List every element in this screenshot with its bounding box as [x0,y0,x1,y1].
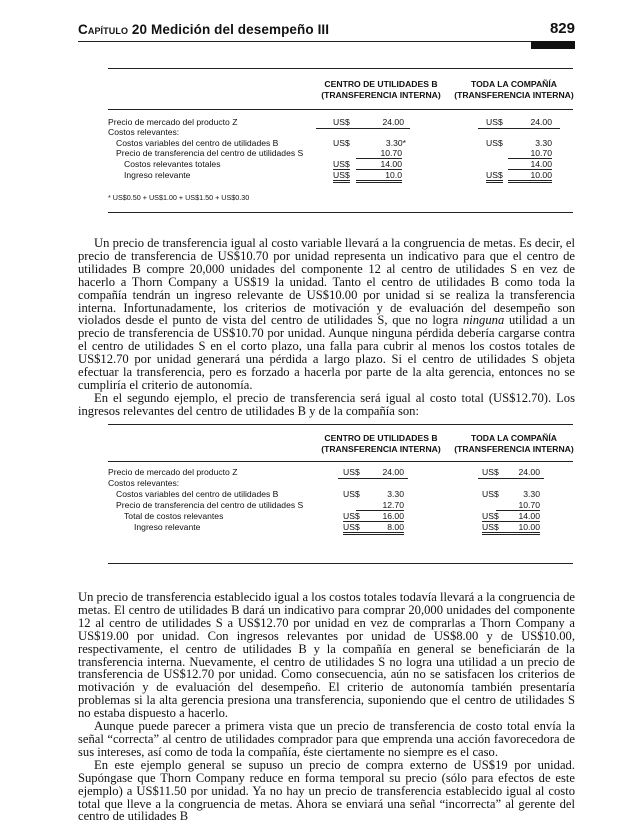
paragraph-text: utilidad a un precio de transferencia de US$10.70 por unidad. Aunque ninguna pérdida debería cargarse contra el centro de utilidades S en el corto plazo, una falla para cubrir al menos los costos totales de US$12.70 por unidad generará una pérdida a largo plazo. Si el centro de utilidades S objeta efectuar la transferencia, pero es forzado a hacerla por parte de la alta gerencia, entonces no se cumpliría el criterio de autonomía. [78,313,575,392]
body-text-1 [78,237,575,418]
row-label: Precio de transferencia del centro de utilidades S [116,500,304,510]
value-profit-center: 24.00 [382,117,404,127]
row-label: Costos variables del centro de utilidades B [116,138,279,148]
col-header-line: (TRANSFERENCIA INTERNA) [321,444,441,454]
cell-rule [478,128,560,129]
currency: US$ [333,170,350,183]
col-header-line: TODA LA COMPAÑÍA [471,79,557,89]
table-top-rule [108,424,573,425]
value-profit-center: 16.00 [360,511,404,522]
value-profit-center: 3.30* [385,138,406,148]
currency: US$ [482,511,499,521]
currency: US$ [486,170,503,183]
row-label: Costos relevantes: [108,478,180,488]
value-profit-center: 24.00 [382,467,404,477]
col-header-company [444,433,584,455]
value-company: 14.00 [496,511,540,522]
chapter-title: 20 Medición del desempeño III [131,22,330,37]
col-header-line: CENTRO DE UTILIDADES B [324,79,438,89]
currency: US$ [482,467,499,477]
cell-rule [478,478,544,479]
value-company: 10.00 [508,170,552,183]
row-label: Total de costos relevantes [124,511,224,521]
col-header-line: (TRANSFERENCIA INTERNA) [321,90,441,100]
currency: US$ [486,117,503,127]
row-label: Costos variables del centro de utilidades B [116,489,279,499]
header-rule [78,41,575,42]
paragraph [78,237,575,392]
value-company: 3.30 [523,489,540,499]
table-top-rule [108,68,573,69]
chapter-prefix: Capítulo [78,22,129,37]
table-header-rule [108,461,573,462]
table-header-rule [108,109,573,110]
paragraph-text: Un precio de transferencia igual al costo variable llevará a la congruencia de metas. Es decir, el precio de transferencia de US$10.70 por unidad representa un indicativo para que el centro de utilidades B compre 20,000 unidades del componente 12 al centro de utilidades S en vez de hacerlo a Thorn Company a US$19 la unidad. Tanto el centro de utilidades B como toda la compañía tendrán un ingreso relevante de US$10.00 por unidad si se realiza la transferencia interna. Infortunadamente, los criterios de motivación y de evaluación del desempeño son violados desde el punto de vista del centro de utilidades S, que no logra [78,236,575,328]
currency: US$ [486,138,503,148]
col-header-company [444,79,584,101]
currency: US$ [343,511,360,521]
col-header-profit-center [306,433,456,455]
emphasis-text: ninguna [462,313,505,328]
col-header-profit-center [306,79,456,101]
cell-rule [338,478,408,479]
value-profit-center: 8.00 [360,522,404,535]
row-label: Ingreso relevante [124,170,191,180]
cell-rule [316,128,410,129]
row-label: Ingreso relevante [134,522,201,532]
value-company: 10.70 [496,500,540,511]
currency: US$ [482,522,499,535]
table-bottom-rule [108,563,573,564]
page-header [78,20,575,42]
value-company: 24.00 [530,117,552,127]
currency: US$ [482,489,499,499]
row-label: Precio de mercado del producto Z [108,117,238,127]
row-label: Precio de mercado del producto Z [108,467,238,477]
header-tab-marker [531,41,575,49]
value-profit-center: 12.70 [356,500,404,511]
page-number: 829 [549,20,575,37]
row-label: Costos relevantes totales [124,159,221,169]
value-company: 10.00 [496,522,540,535]
col-header-line: TODA LA COMPAÑÍA [471,433,557,443]
paragraph: Un precio de transferencia establecido igual a los costos totales todavía llevará a la congruencia de metas. El centro de utilidades B dará un indicativo para comprar 20,000 unidades del componente 12 al centro de utilidades S a US$12.70 por unidad en vez de comprarlas a Thorn Company a US$19.00 por unidad. Con ingresos relevantes por unidad de US$8.00 y de US$10.00, respectivamente, el centro de utilidades B y la compañía en general se beneficiarán de la transferencia interna. Nuevamente, el centro de utilidades S no logra una utilidad a un precio de transferencia de US$12.70 por unidad. Como consecuencia, aún no se satisfacen los criterios de motivación y de evaluación del desempeño. El criterio de autonomía también presentaría problemas si la alta gerencia presiona una transferencia, suponiendo que el centro de utilidades S no estaba dispuesto a hacerlo. [78,590,575,721]
currency: US$ [333,117,350,127]
currency: US$ [343,522,360,535]
currency: US$ [343,489,360,499]
value-profit-center: 3.30 [387,489,404,499]
chapter-heading [78,22,329,37]
body-text-2 [78,591,575,823]
col-header-line: (TRANSFERENCIA INTERNA) [454,444,574,454]
paragraph: Aunque puede parecer a primera vista que un precio de transferencia de costo total envía la señal “correcta” al centro de utilidades comprador para que emprenda una acción favorecedora de sus intereses, así como de toda la compañía, éste ciertamente no siempre es el caso. [78,719,575,759]
row-label: Precio de transferencia del centro de utilidades S [116,148,304,158]
col-header-line: CENTRO DE UTILIDADES B [324,433,438,443]
col-header-line: (TRANSFERENCIA INTERNA) [454,90,574,100]
value-profit-center: 10.70 [356,148,402,159]
currency: US$ [333,159,350,169]
paragraph: En el segundo ejemplo, el precio de transferencia será igual al costo total (US$12.70). Los ingresos relevantes del centro de utilidades B y de la compañía son: [78,390,575,418]
value-company: 14.00 [508,159,552,170]
row-label: Costos relevantes: [108,127,180,137]
value-company: 3.30 [535,138,552,148]
value-profit-center: 14.00 [356,159,402,170]
value-company: 10.70 [508,148,552,159]
paragraph: En este ejemplo general se supuso un precio de compra externo de US$19 por unidad. Supóngase que Thorn Company reduce en forma temporal su precio (sólo para efectos de este ejemplo) a US$11.50 por unidad. Ya no hay un precio de transferencia establecido igual al costo total que lleve a la congruencia de metas. Ahora se enviará una señal “incorrecta” al gerente del centro de utilidades B [78,757,575,823]
currency: US$ [333,138,350,148]
value-profit-center: 10.0 [356,170,402,183]
value-company: 24.00 [518,467,540,477]
table-footnote: * US$0.50 + US$1.00 + US$1.50 + US$0.30 [108,193,250,202]
table-bottom-rule [108,212,573,213]
currency: US$ [343,467,360,477]
